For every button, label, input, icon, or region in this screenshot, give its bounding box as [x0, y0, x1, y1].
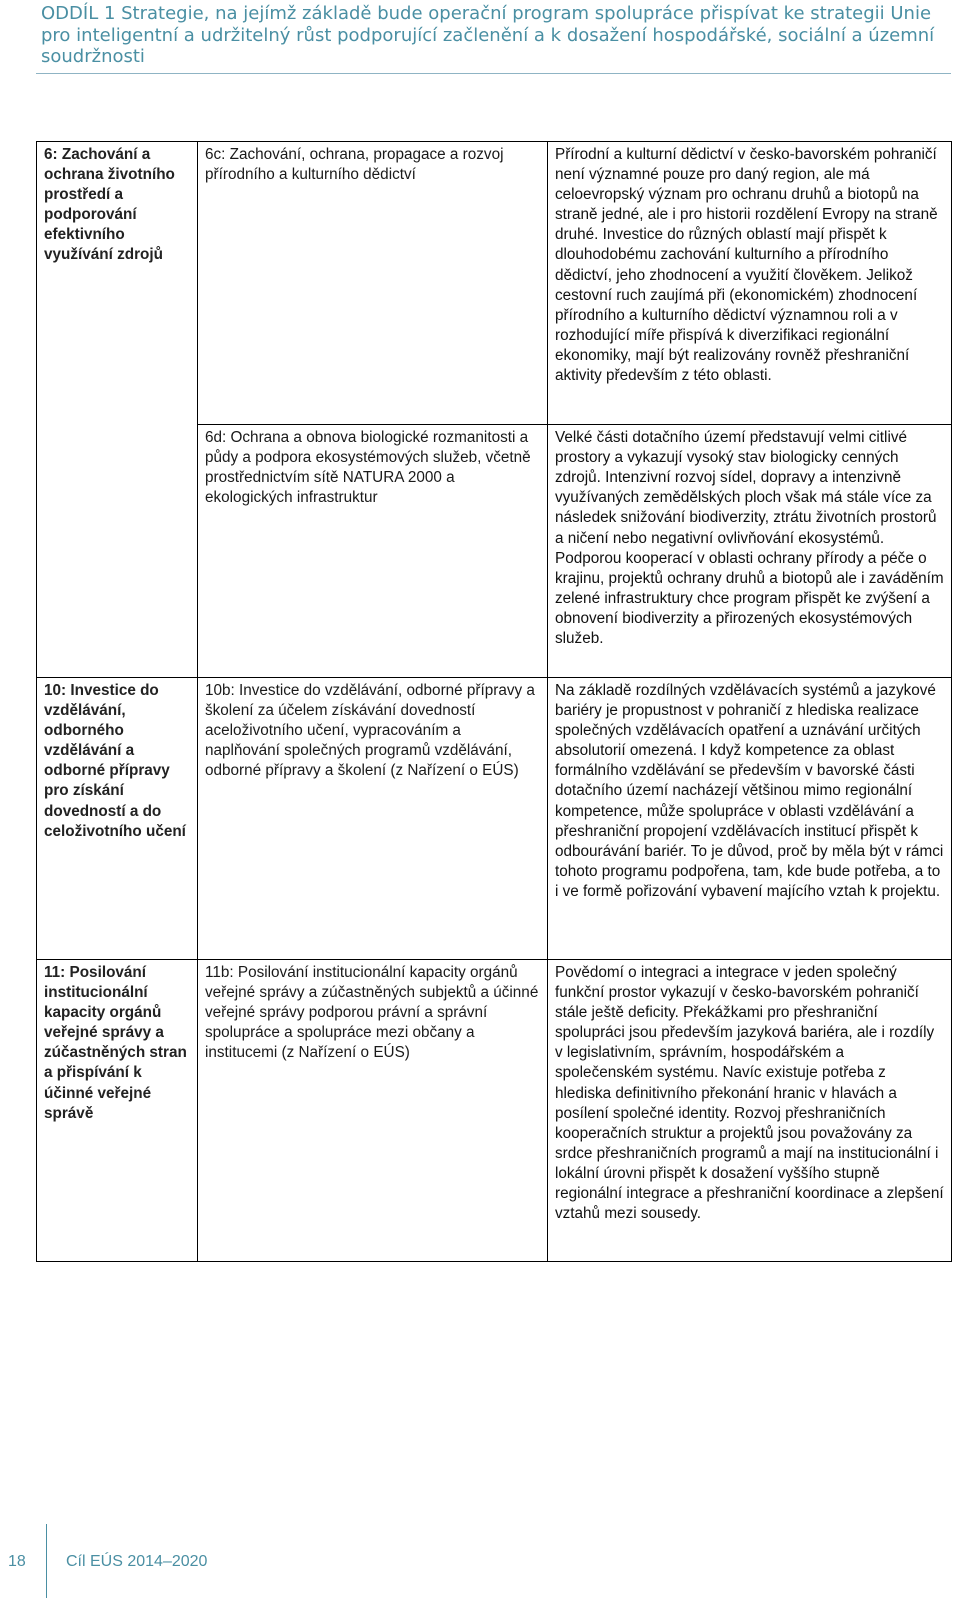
footer-document-title: Cíl EÚS 2014–2020 [66, 1553, 208, 1570]
page-number: 18 [8, 1553, 26, 1570]
thematic-objective-cell: 10: Investice do vzdělávání, odborného vzdělávání a odborné přípravy pro získání dovedností a do celoživotního učení [37, 678, 198, 960]
justification-cell: Přírodní a kulturní dědictví v česko-bavorském pohraničí není významné pouze pro daný region, ale má celoevropský význam pro ochranu druhů a biotopů na straně jedné, ale i pro historii rozdělení Evropy na straně druhé. Investice do různých oblastí mají přispět k dlouhodobému zachování kulturního a přírodního dědictví, jeho zhodnocení a využití člověkem. Jelikož cestovní ruch zaujímá při (ekonomickém) zhodnocení přírodního a kulturního dědictví významnou roli a v rozhodující míře přispívá k diverzifikaci regionální ekonomiky, mají být realizovány rovněž přeshraniční aktivity především z této oblasti. [548, 142, 952, 425]
header-divider [36, 73, 951, 74]
investment-priority-cell: 6c: Zachování, ochrana, propagace a rozvoj přírodního a kulturního dědictví [198, 142, 548, 425]
section-header: ODDÍL 1 Strategie, na jejímž základě bude operační program spolupráce přispívat ke strategii Unie pro inteligentní a udržitelný růst podporující začlenění a k dosažení hospodářské, sociální a územní soudržnosti [41, 3, 935, 67]
investment-priority-cell: 10b: Investice do vzdělávání, odborné přípravy a školení za účelem získávání dovedností aceloživotního učení, vypracováním a naplňování společných programů vzdělávání, odborné přípravy a školení (z Nařízení o EÚS) [198, 678, 548, 960]
justification-cell: Na základě rozdílných vzdělávacích systémů a jazykové bariéry je propustnost v pohraničí z hlediska realizace společných vzdělávacích opatření a uznávání určitých absolutorií omezená. I když kompetence za oblast formálního vzdělávání se především v bavorské části dotačního území nacházejí většinou mimo regionální kompetence, může spolupráce v oblasti vzdělávání a přeshraniční propojení vzdělávacích institucí přispět k odbourávání bariér. To je důvod, proč by měla být v rámci tohoto programu podpořena, tam, kde bude potřeba, a to i ve formě pořizování vybavení majícího vztah k projektu. [548, 678, 952, 960]
table-row [37, 142, 952, 425]
thematic-objective-cell: 6: Zachování a ochrana životního prostředí a podporování efektivního využívání zdrojů [37, 142, 198, 678]
table-row [37, 678, 952, 960]
justification-cell: Povědomí o integraci a integrace v jeden společný funkční prostor vykazují v česko-bavorském pohraničí stále ještě deficity. Překážkami pro přeshraniční spolupráci jsou především jazyková bariéra, ale i rozdíly v legislativním, správním, hospodářském a společenském systému. Navíc existuje potřeba z hlediska definitivního překonání hranic v hlavách a posílení společné identity. Rozvoj přeshraničních kooperačních struktur a projektů jsou považovány za srdce přeshraničních programů a mají na institucionální i lokální úrovni přispět k dosažení vyššího stupně regionální integrace a přeshraniční koordinace a zlepšení vztahů mezi sousedy. [548, 960, 952, 1262]
strategy-table [36, 141, 952, 1262]
investment-priority-cell: 6d: Ochrana a obnova biologické rozmanitosti a půdy a podpora ekosystémových služeb, včetně prostřednictvím sítě NATURA 2000 a ekologických infrastruktur [198, 425, 548, 678]
table-row [37, 960, 952, 1262]
footer-divider [46, 1524, 47, 1598]
investment-priority-cell: 11b: Posilování institucionální kapacity orgánů veřejné správy a zúčastněných subjektů a účinné veřejné správy podporou právní a správní spolupráce a spolupráce mezi občany a institucemi (z Nařízení o EÚS) [198, 960, 548, 1262]
justification-cell: Velké části dotačního území představují velmi citlivé prostory a vykazují vysoký stav biologicky cenných zdrojů. Intenzivní rozvoj sídel, dopravy a intenzivně využívaných zemědělských ploch však má stále více za následek snižování biodiverzity, ztrátu životních prostorů a ničení nebo negativní ovlivňování ekosystémů. Podporou kooperací v oblasti ochrany přírody a péče o krajinu, projektů ochrany druhů a biotopů ale i zaváděním zelené infrastruktury chce program přispět ke zvýšení a obnovení biodiverzity a přirozených ekosystémových služeb. [548, 425, 952, 678]
thematic-objective-cell: 11: Posilování institucionální kapacity orgánů veřejné správy a zúčastněných stran a přispívání k účinné veřejné správě [37, 960, 198, 1262]
